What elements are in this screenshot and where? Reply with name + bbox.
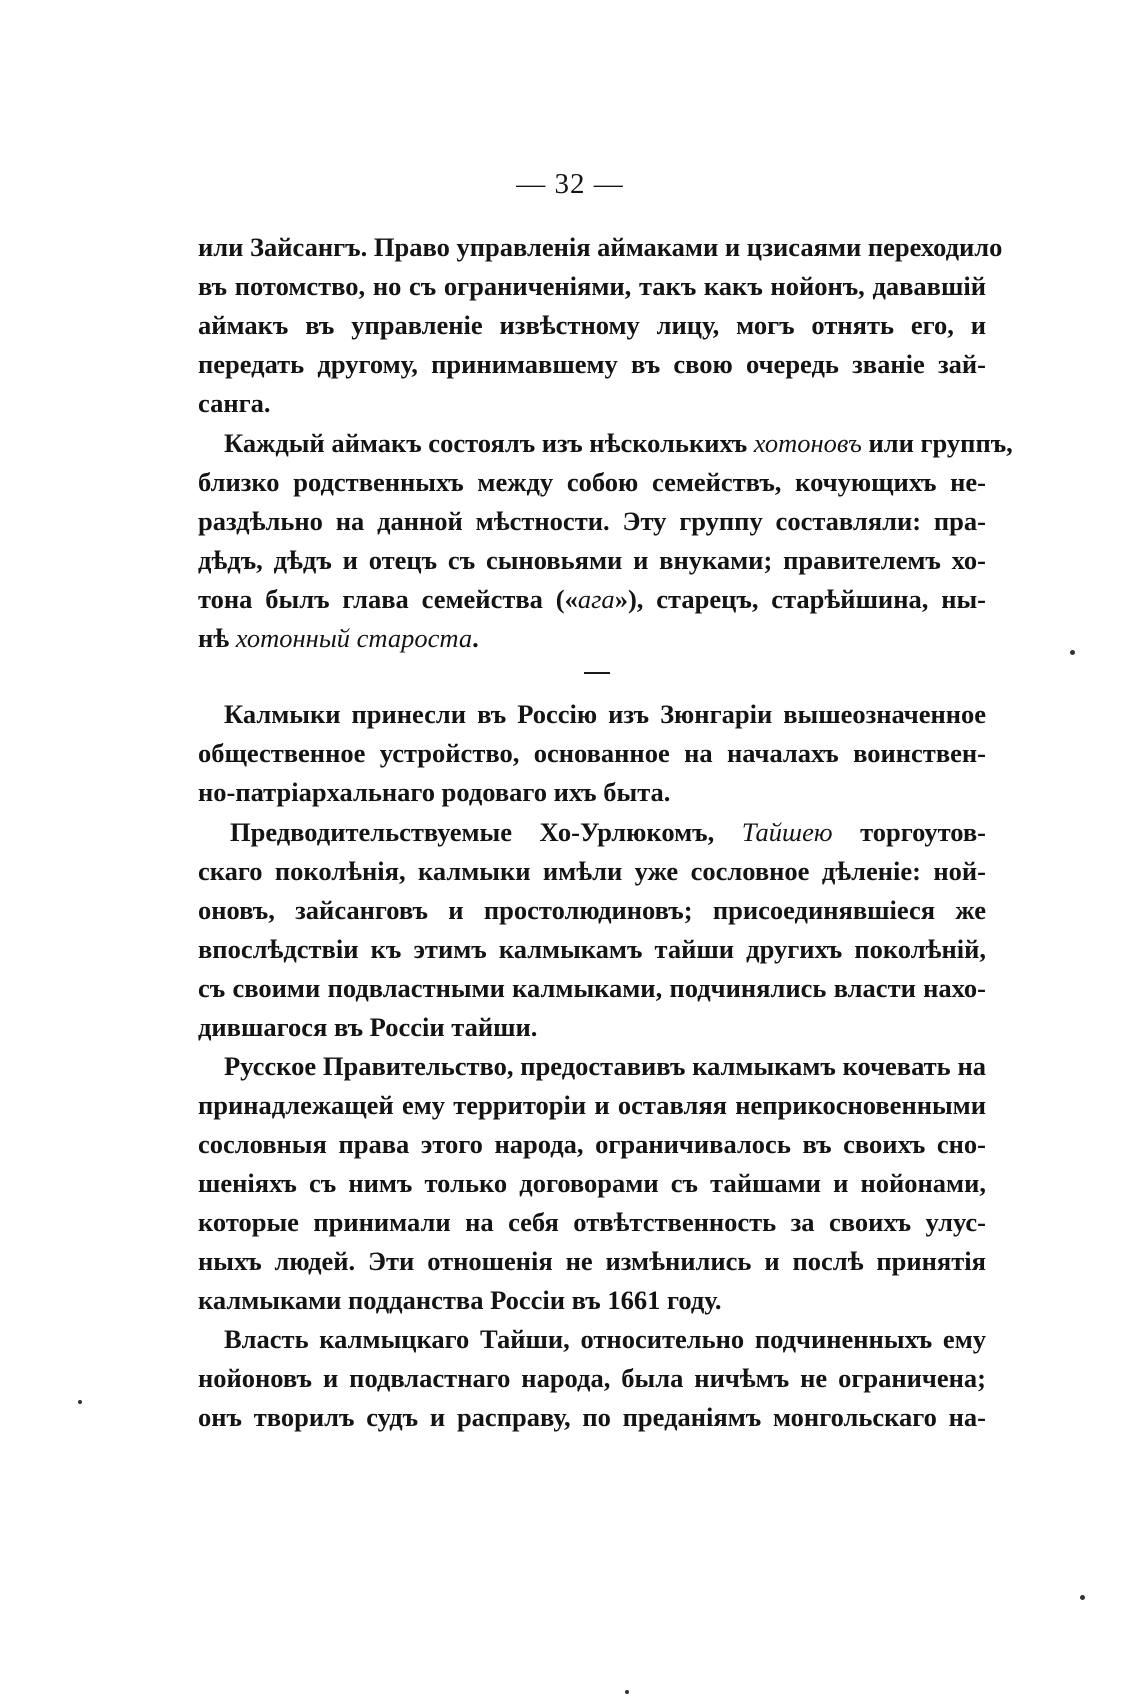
text-line: дившагося въ Россіи тайши. (198, 1012, 538, 1042)
text-line: Русское Правительство, предоставивъ калмыкамъ кочевать на (224, 1051, 986, 1081)
text-run: »), старецъ, старѣйшина, ны- (614, 584, 986, 614)
scan-speck (1070, 650, 1075, 655)
text-line: передать другому, принимавшему въ свою очередь званіе зай- (198, 349, 986, 379)
text-line: впослѣдствіи къ этимъ калмыкамъ тайши другихъ поколѣній, (198, 934, 986, 964)
text-line: шеніяхъ съ нимъ только договорами съ тайшами и нойонами, (198, 1168, 986, 1198)
italic-term: хотонный староста (235, 623, 473, 653)
text-line (198, 813, 986, 852)
paragraph-3 (198, 695, 986, 812)
text-run: или группъ, (861, 428, 1013, 458)
italic-term: хотоновъ (753, 428, 862, 458)
scan-speck (1080, 1595, 1085, 1600)
text-line: принадлежащей ему территоріи и оставляя неприкосновенными (198, 1090, 986, 1120)
text-line: калмыками подданства Россіи въ 1661 году. (198, 1285, 722, 1315)
text-line (198, 580, 986, 619)
text-run: тона былъ глава семейства (« (198, 584, 578, 614)
text-line: сословныя права этого народа, ограничивалось въ своихъ сно- (198, 1129, 986, 1159)
paragraph-1 (198, 228, 1003, 423)
text-line: Власть калмыцкаго Тайши, относительно подчиненныхъ ему (224, 1324, 986, 1354)
text-line: аймакъ въ управленіе извѣстному лицу, могъ отнять его, и (198, 310, 986, 340)
text-line: скаго поколѣнія, калмыки имѣли уже сословное дѣленіе: ной- (198, 856, 986, 886)
text-run: торгоутов- (832, 817, 986, 847)
text-line: нойоновъ и подвластнаго народа, была ничѣмъ не ограничена; (198, 1363, 986, 1393)
text-line: оновъ, зайсанговъ и простолюдиновъ; присоединявшіеся же (198, 895, 986, 925)
text-line: но-патріархальнаго родоваго ихъ быта. (198, 777, 671, 807)
text-line (198, 424, 1013, 463)
text-line: онъ творилъ судъ и расправу, по преданіямъ монгольскаго на- (198, 1402, 986, 1432)
text-line: дѣдъ, дѣдъ и отецъ съ сыновьями и внуками; правителемъ хо- (198, 545, 986, 575)
text-line (198, 619, 986, 658)
text-line: раздѣльно на данной мѣстности. Эту группу составляли: пра- (198, 506, 986, 536)
page-number: — 32 — (516, 168, 624, 200)
text-line: съ своими подвластными калмыками, подчинялись власти нахо- (198, 973, 986, 1003)
text-run: Каждый аймакъ состоялъ изъ нѣсколькихъ (224, 428, 754, 458)
text-run: нѣ (198, 623, 236, 653)
scan-speck (78, 1400, 82, 1404)
text-line: ныхъ людей. Эти отношенія не измѣнились и послѣ принятія (198, 1246, 986, 1276)
text-line: которые принимали на себя отвѣтственность за своихъ улус- (198, 1207, 986, 1237)
text-run: Предводительствуемые Хо-Урлюкомъ, (230, 817, 742, 847)
text-line: или Зайсангъ. Право управленія аймаками и цзисаями переходило (198, 232, 1003, 262)
text-line: Калмыки принесли въ Россію изъ Зюнгаріи вышеозначенное (224, 699, 986, 729)
paragraph-6 (198, 1320, 986, 1437)
text-line: общественное устройство, основанное на началахъ воинствен- (198, 738, 986, 768)
text-line: санга. (198, 388, 271, 418)
section-separator (584, 672, 610, 674)
text-run: . (472, 623, 479, 653)
text-line: близко родственныхъ между собою семействъ, кочующихъ не- (198, 467, 986, 497)
text-line: въ потомство, но съ ограниченіями, такъ какъ нойонъ, дававшій (198, 271, 986, 301)
paragraph-4 (198, 813, 986, 1047)
italic-term: ага (577, 584, 615, 614)
scan-speck (625, 1690, 629, 1694)
italic-term: Тайшею (741, 817, 833, 847)
paragraph-2 (198, 424, 1013, 658)
paragraph-5 (198, 1047, 986, 1320)
